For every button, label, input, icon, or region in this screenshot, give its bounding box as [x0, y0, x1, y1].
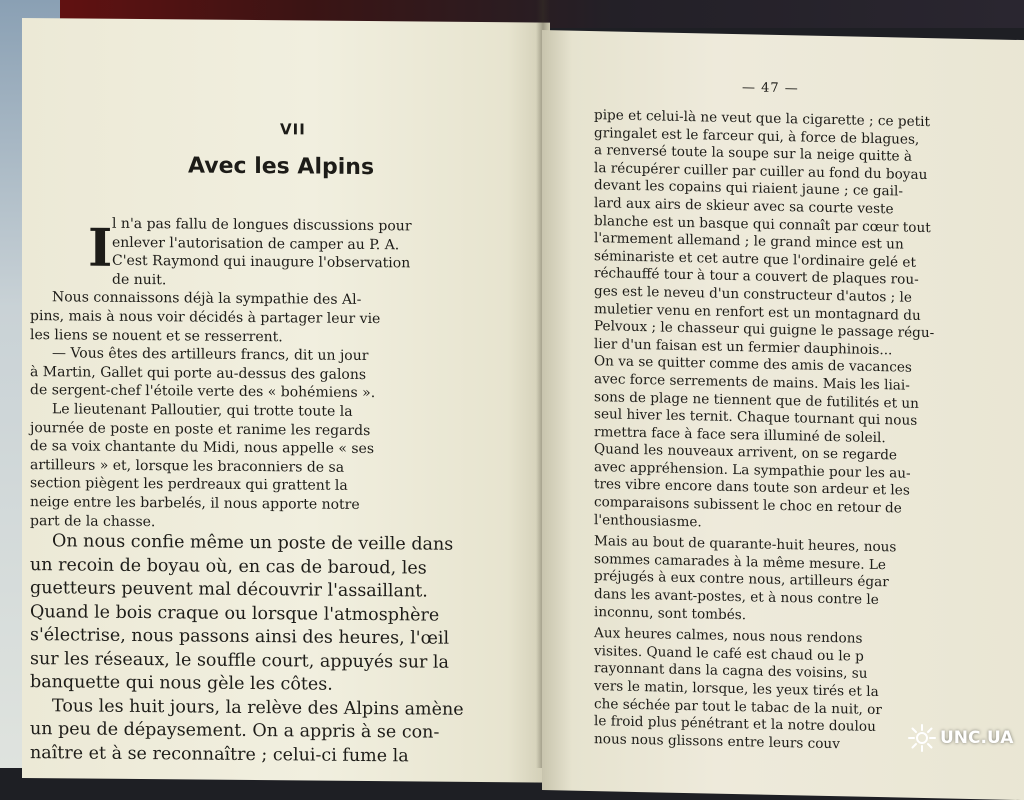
- text-line: les liens se nouent et se resserrent.: [30, 326, 283, 345]
- text-line: C'est Raymond qui inaugure l'observation: [112, 252, 411, 272]
- text-line: gringalet est le farceur qui, à force de blagues,: [594, 124, 920, 148]
- text-line: Quand les nouveaux arrivent, on se regarde: [594, 441, 897, 464]
- page-number: — 47 —: [742, 80, 799, 97]
- text-line: sons de plage ne tiennent que de futilités et un: [594, 388, 919, 412]
- text-line: l'armement allemand ; le grand mince est un: [594, 230, 904, 253]
- sunburst-icon: [908, 724, 936, 752]
- text-line: On va se quitter comme des amis de vacances: [594, 353, 912, 377]
- text-line: dans les avant-postes, et à nous contre le: [594, 586, 879, 609]
- text-line: rmettra face à face sera illuminé de soleil.: [594, 423, 886, 446]
- text-line: a renversé toute la soupe sur la neige quitte à: [594, 142, 913, 165]
- left-book-page: [22, 18, 550, 783]
- right-page-body-text: [594, 107, 1024, 758]
- left-page-body-text: [30, 214, 530, 769]
- text-line: part de la chasse.: [30, 512, 156, 530]
- text-line: Aux heures calmes, nous nous rendons: [594, 625, 863, 647]
- text-line: rayonnant dans la cagna des voisins, su: [594, 660, 868, 683]
- text-line: Mais au bout de quarante-huit heures, nous: [594, 533, 897, 556]
- text-line: visites. Quand le café est chaud ou le p: [594, 642, 864, 665]
- text-line: la récupérer cuiller par cuiller au fond du boyau: [594, 159, 928, 183]
- text-line: l'enthousiasme.: [594, 511, 702, 531]
- text-line: Pelvoux ; le chasseur qui guigne le passage régu-: [594, 318, 935, 342]
- text-line: de sergent-chef l'étoile verte des « bohémiens ».: [30, 382, 376, 402]
- text-line: artilleurs » et, lorsque les braconniers de sa: [30, 456, 345, 476]
- text-line: de sa voix chantante du Midi, nous appelle « ses: [30, 438, 375, 458]
- text-line: Le lieutenant Palloutier, qui trotte toute la: [52, 401, 353, 420]
- text-line: à Martin, Gallet qui porte au-dessus des galons: [30, 363, 367, 383]
- text-line: devant les copains qui riaient jaune ; ce gail-: [594, 177, 903, 200]
- right-book-page: [542, 30, 1024, 800]
- text-line: seul hiver les ternit. Chaque tournant qui nous: [594, 406, 918, 429]
- text-line: che séchée par tout le tabac de la nuit, or: [594, 695, 882, 718]
- text-line: journée de poste en poste et ranime les regards: [30, 419, 371, 439]
- text-line: lard aux airs de skieur avec sa courte veste: [594, 195, 894, 218]
- text-line: banquette qui nous gèle les côtes.: [30, 672, 333, 695]
- text-line: comparaisons subissent le choc en retour de: [594, 494, 902, 517]
- text-line: Quand le bois craque ou lorsque l'atmosphère: [30, 601, 440, 626]
- text-line: réchauffé tour à tour a couvert de plaques rou-: [594, 265, 919, 289]
- text-line: inconnu, sont tombés.: [594, 603, 747, 623]
- text-line: — Vous êtes des artilleurs francs, dit un jour: [52, 345, 369, 365]
- drop-cap: I: [88, 217, 113, 279]
- text-line: tres vibre encore dans toute son ardeur et les: [594, 476, 910, 500]
- text-line: pipe et celui-là ne veut que la cigarette ; ce petit: [594, 107, 930, 131]
- text-line: On nous confie même un poste de veille dans: [52, 531, 454, 555]
- text-line: un recoin de boyau où, en cas de baroud, les: [30, 554, 427, 579]
- text-line: Nous connaissons déjà la sympathie des Al-: [52, 289, 362, 309]
- text-line: naître et à se reconnaître ; celui-ci fume la: [30, 742, 409, 766]
- text-line: nous nous glissons entre leurs couv: [594, 730, 840, 753]
- text-line: vers le matin, lorsque, les yeux tirés et la: [594, 678, 879, 701]
- chapter-title: Avec les Alpins: [188, 153, 375, 181]
- text-line: neige entre les barbelés, il nous apporte notre: [30, 493, 360, 513]
- text-line: pins, mais à nous voir décidés à partager leur vie: [30, 308, 381, 328]
- text-line: le froid plus pénétrant et la notre doulou: [594, 713, 876, 736]
- text-line: l n'a pas fallu de longues discussions pour: [112, 215, 412, 235]
- text-line: lier d'un faisan est un fermier dauphinois...: [594, 335, 893, 359]
- text-line: sommes camarades à la même mesure. Le: [594, 550, 886, 574]
- text-line: muletier venu en renfort est un montagnard du: [594, 300, 921, 324]
- text-line: blanche est un basque qui connaît par cœur tout: [594, 212, 931, 236]
- watermark-text: UNC.UA: [940, 728, 1014, 748]
- text-line: Tous les huit jours, la relève des Alpins amène: [52, 695, 464, 720]
- text-line: un peu de dépaysement. On a appris à se con-: [30, 719, 440, 743]
- text-line: section piègent les perdreaux qui grattent la: [30, 475, 348, 495]
- text-line: enlever l'autorisation de camper au P. A.: [112, 234, 400, 253]
- text-line: s'électrise, nous passons ainsi des heures, l'œil: [30, 625, 450, 649]
- text-line: séminariste et cet autre que l'ordinaire gelé et: [594, 247, 916, 271]
- text-line: avec appréhension. La sympathie pour les au-: [594, 458, 911, 482]
- watermark-logo: [908, 718, 1020, 758]
- text-line: guetteurs peuvent mal découvrir l'assaillant.: [30, 578, 428, 602]
- text-line: sur les réseaux, le souffle court, appuyés sur la: [30, 648, 449, 673]
- text-line: ges est le neveu d'un constructeur d'autos ; le: [594, 283, 912, 306]
- text-line: de nuit.: [112, 271, 167, 289]
- chapter-number: VII: [280, 120, 306, 139]
- text-line: préjugés à eux contre nous, artilleurs égar: [594, 568, 889, 591]
- text-line: avec force serrements de mains. Mais les liai-: [594, 370, 910, 394]
